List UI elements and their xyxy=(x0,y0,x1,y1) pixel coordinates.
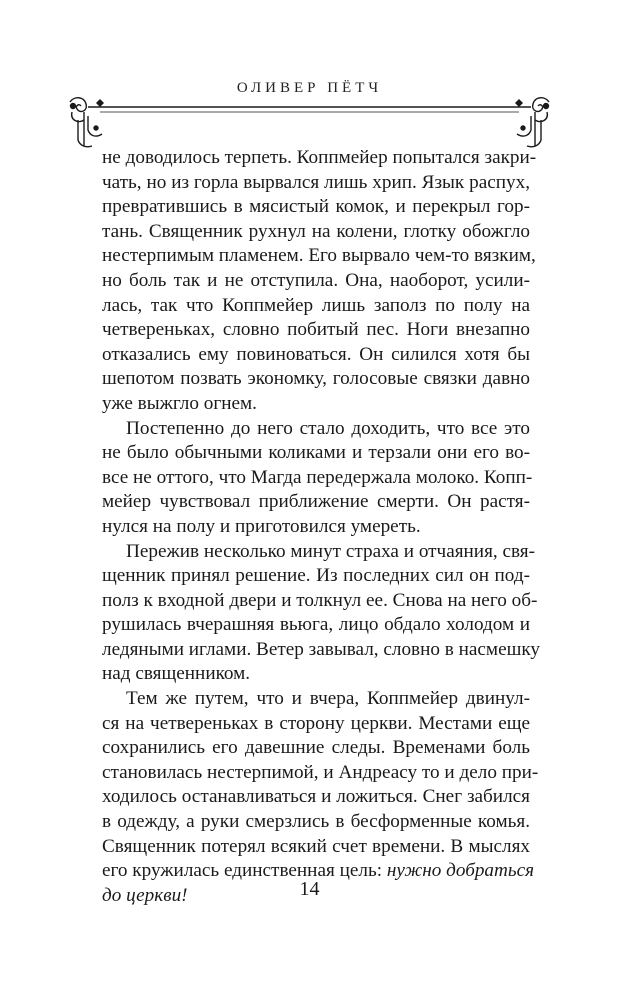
text-line: чать, но из горла вырвался лишь хрип. Язык распух, xyxy=(102,171,530,193)
text-line: Священник потерял всякий счет времени. В мыслях xyxy=(102,835,530,857)
paragraph xyxy=(102,540,541,688)
paragraph xyxy=(102,687,539,908)
text-line: щенник принял решение. Из последних сил он под- xyxy=(102,565,530,587)
left-flourish-icon xyxy=(70,98,102,147)
text-line: ся на четвереньках в сторону церкви. Местами еще xyxy=(102,712,530,734)
text-line: Постепенно до него стало доходить, что все это xyxy=(126,417,530,439)
text-line: в одежду, а руки смерзлись в бесформенные комья. xyxy=(102,811,530,833)
text-line: полз к входной двери и толкнул ее. Снова на него об- xyxy=(102,589,538,611)
paragraph xyxy=(102,417,533,540)
text-line: становилась нестерпимой, и Андреасу то и дело при- xyxy=(102,761,539,783)
text-line: Тем же путем, что и вчера, Коппмейер двинул- xyxy=(126,688,530,710)
italic-text-span: нужно добраться xyxy=(386,860,535,882)
text-line: рушилась вчерашняя вьюга, лицо обдало холодом и xyxy=(102,614,530,636)
body-text xyxy=(102,146,541,908)
fleuron-icon xyxy=(96,99,523,107)
header-ornament xyxy=(0,0,619,150)
text-line: не доводилось терпеть. Коппмейер попытался закри- xyxy=(102,147,537,168)
text-line: четвереньках, словно побитый пес. Ноги внезапно xyxy=(102,319,530,341)
text-line: тань. Священник рухнул на колени, глотку обожгло xyxy=(102,220,530,242)
text-line: нулся на полу и приготовился умереть. xyxy=(102,515,421,537)
text-line: над священником. xyxy=(102,663,251,685)
text-line: лась, так что Коппмейер лишь заполз по полу на xyxy=(102,294,530,316)
header-author-name: ОЛИВЕР ПЁТЧ xyxy=(236,80,383,96)
text-line: сохранились его давешние следы. Временами боль xyxy=(102,737,530,759)
text-line: мейер чувствовал приближение смерти. Он растя- xyxy=(102,491,530,513)
text-line: отказались ему повиноваться. Он силился хотя бы xyxy=(102,343,530,365)
text-line: нестерпимым пламенем. Его вырвало чем-то вязким, xyxy=(102,245,536,267)
text-line: Пережив несколько минут страха и отчаяния, свя- xyxy=(126,540,536,562)
text-line: не было обычными коликами и терзали они его во- xyxy=(102,442,530,464)
text-line: до церкви! xyxy=(102,884,188,906)
text-line: шепотом позвать экономку, голосовые связки давно xyxy=(102,368,530,390)
paragraph xyxy=(102,146,537,417)
text-line: ходилось останавливаться и ложиться. Снег забился xyxy=(102,786,530,808)
right-flourish-icon xyxy=(517,98,549,147)
running-header xyxy=(0,0,619,150)
text-line: превратившись в мясистый комок, и перекрыл гор- xyxy=(102,196,530,218)
text-span: его кружилась единственная цель: xyxy=(102,860,387,882)
text-line: ледяными иглами. Ветер завывал, словно в насмешку xyxy=(102,638,541,660)
text-line: все не оттого, что Магда передержала молоко. Копп- xyxy=(102,466,533,488)
page-number: 14 xyxy=(299,878,320,900)
text-line: но боль так и не отступила. Она, наоборот, усили- xyxy=(102,269,530,291)
text-line: уже выжгло огнем. xyxy=(102,392,257,414)
